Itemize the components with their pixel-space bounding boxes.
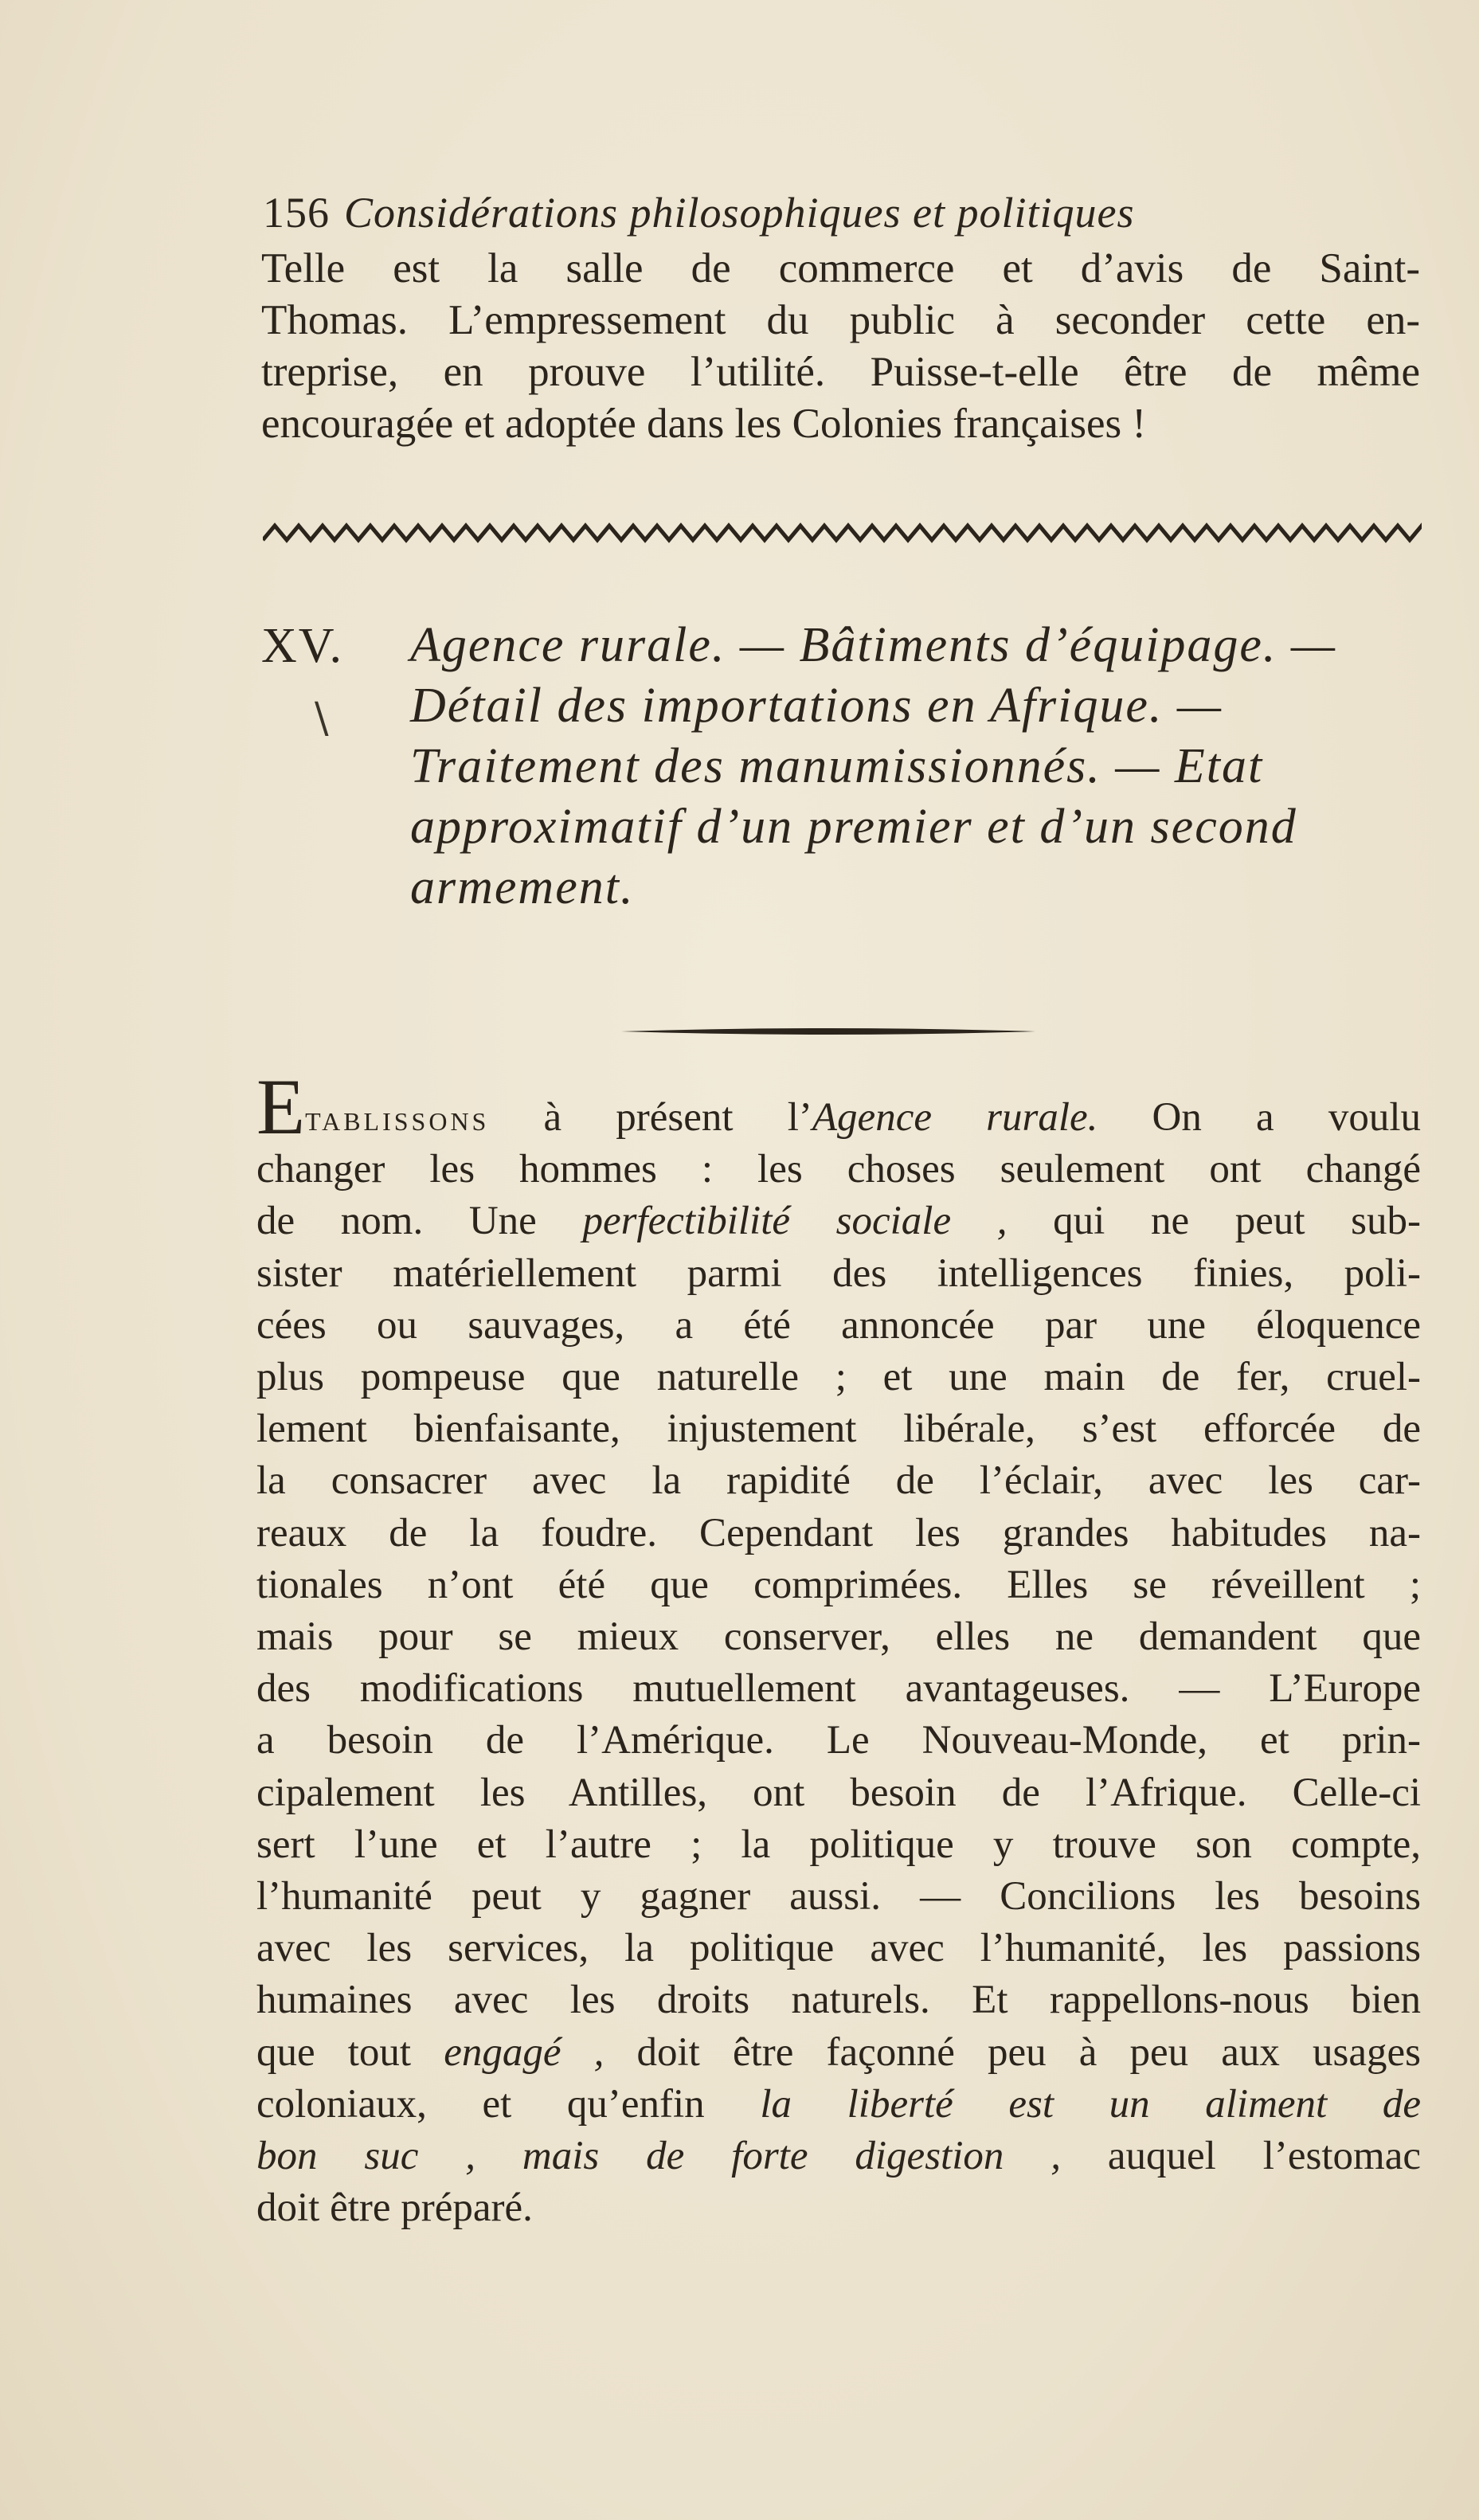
- running-header: [263, 188, 1378, 237]
- page-number: 156: [263, 189, 330, 237]
- section-title: [410, 615, 1422, 918]
- margin-mark: \: [315, 695, 329, 742]
- text-line: avec les services, la politique avec l’humanité, les passions: [256, 1926, 1421, 1971]
- section-number: XV.: [261, 619, 344, 673]
- text-line: bon suc , mais de forte digestion , auquel l’estomac: [256, 2134, 1421, 2179]
- running-title: Considérations philosophiques et politiques: [344, 189, 1135, 237]
- text-line: a besoin de l’Amérique. Le Nouveau-Monde, et prin-: [256, 1718, 1421, 1763]
- text-line: mais pour se mieux conserver, elles ne demandent que: [256, 1614, 1421, 1660]
- text-line: que tout engagé , doit être façonné peu à peu aux usages: [256, 2029, 1421, 2075]
- drop-cap: E: [256, 1062, 306, 1151]
- text-line: Etablissons à présent l’Agence rurale. On a voulu: [256, 1062, 1422, 1151]
- text-line: Thomas. L’empressement du public à seconder cette en-: [261, 297, 1420, 343]
- text-line: sert l’une et l’autre ; la politique y trouve son compte,: [256, 1822, 1421, 1867]
- body-text: [256, 1062, 1422, 2234]
- text-line: cées ou sauvages, a été annoncée par une éloquence: [256, 1302, 1421, 1348]
- text-line: changer les hommes : les choses seulement ont changé: [256, 1147, 1421, 1192]
- text-line: la consacrer avec la rapidité de l’éclair, avec les car-: [256, 1458, 1421, 1504]
- text-line: doit être préparé.: [256, 2185, 533, 2231]
- text-line: tionales n’ont été que comprimées. Elles se réveillent ;: [256, 1562, 1421, 1607]
- ornamental-wavy-rule: [263, 516, 1422, 551]
- section-title-line: approximatif d’un premier et d’un second: [410, 800, 1297, 854]
- text-line: reaux de la foudre. Cependant les grandes habitudes na-: [256, 1510, 1421, 1555]
- text-line: l’humanité peut y gagner aussi. — Concilions les besoins: [256, 1874, 1421, 1919]
- text-line: encouragée et adoptée dans les Colonies françaises !: [261, 401, 1147, 447]
- section-title-line: Détail des importations en Afrique. —: [410, 679, 1223, 733]
- section-title-line: Agence rurale. — Bâtiments d’équipage. —: [410, 618, 1337, 672]
- section-title-line: armement.: [410, 860, 635, 914]
- text-line: Telle est la salle de commerce et d’avis de Saint-: [261, 245, 1420, 292]
- text-line: des modifications mutuellement avantageuses. — L’Europe: [256, 1666, 1421, 1712]
- text-line: lement bienfaisante, injustement libérale, s’est efforcée de: [256, 1407, 1421, 1452]
- text-line: sister matériellement parmi des intelligences finies, poli-: [256, 1250, 1421, 1296]
- text-line: humaines avec les droits naturels. Et rappellons-nous bien: [256, 1978, 1421, 2023]
- section-title-line: Traitement des manumissionnés. — Etat: [410, 739, 1264, 793]
- text-line: plus pompeuse que naturelle ; et une main de fer, cruel-: [256, 1355, 1421, 1400]
- text-line: cipalement les Antilles, ont besoin de l’Afrique. Celle-ci: [256, 1770, 1421, 1815]
- tapered-rule: [621, 1026, 1035, 1037]
- intro-paragraph: [261, 243, 1420, 450]
- text-line: coloniaux, et qu’enfin la liberté est un aliment de: [256, 2081, 1421, 2127]
- text-line: de nom. Une perfectibilité sociale , qui ne peut sub-: [256, 1199, 1421, 1244]
- text-line: treprise, en prouve l’utilité. Puisse-t-elle être de même: [261, 349, 1420, 395]
